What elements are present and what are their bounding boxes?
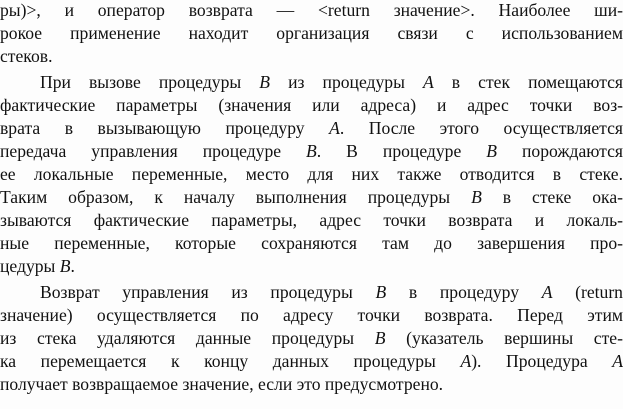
text-line: При вызове процедуры B из процедуры A в стек помещаются	[40, 72, 623, 92]
text-line: передача управления процедуре B. В процедуре B порождаются	[0, 141, 623, 161]
text-line: ка перемещается к концу данных процедуры A). Процедура A	[0, 351, 623, 371]
text-line: из стека удаляются данные процедуры B (указатель вершины сте-	[0, 328, 623, 348]
text-line: Таким образом, к началу выполнения процедуры B в стеке ока-	[0, 187, 623, 207]
text-line: врата в вызывающую процедуру A. После этого осуществляется	[0, 118, 623, 138]
text-line: значение) осуществляется по адресу точки возврата. Перед этим	[0, 305, 623, 325]
text-line: цедуры B.	[0, 256, 75, 276]
text-line: ее локальные переменные, место для них также отводится в стеке.	[0, 164, 623, 184]
text-line: рокое применение находит организация связи с использованием	[0, 23, 623, 43]
text-line: получает возвращаемое значение, если это предусмотрено.	[0, 374, 444, 394]
text-line: стеков.	[0, 46, 53, 66]
text-line: ры)>, и оператор возврата — <return значение>. Наиболее ши-	[0, 0, 623, 20]
text-line: зываются фактические параметры, адрес точки возврата и локаль-	[0, 210, 623, 230]
text-line: фактические параметры (значения или адреса) и адрес точки воз-	[0, 95, 623, 115]
text-line: Возврат управления из процедуры B в процедуру A (return	[40, 282, 623, 302]
text-line: ные переменные, которые сохраняются там до завершения про-	[0, 233, 623, 253]
